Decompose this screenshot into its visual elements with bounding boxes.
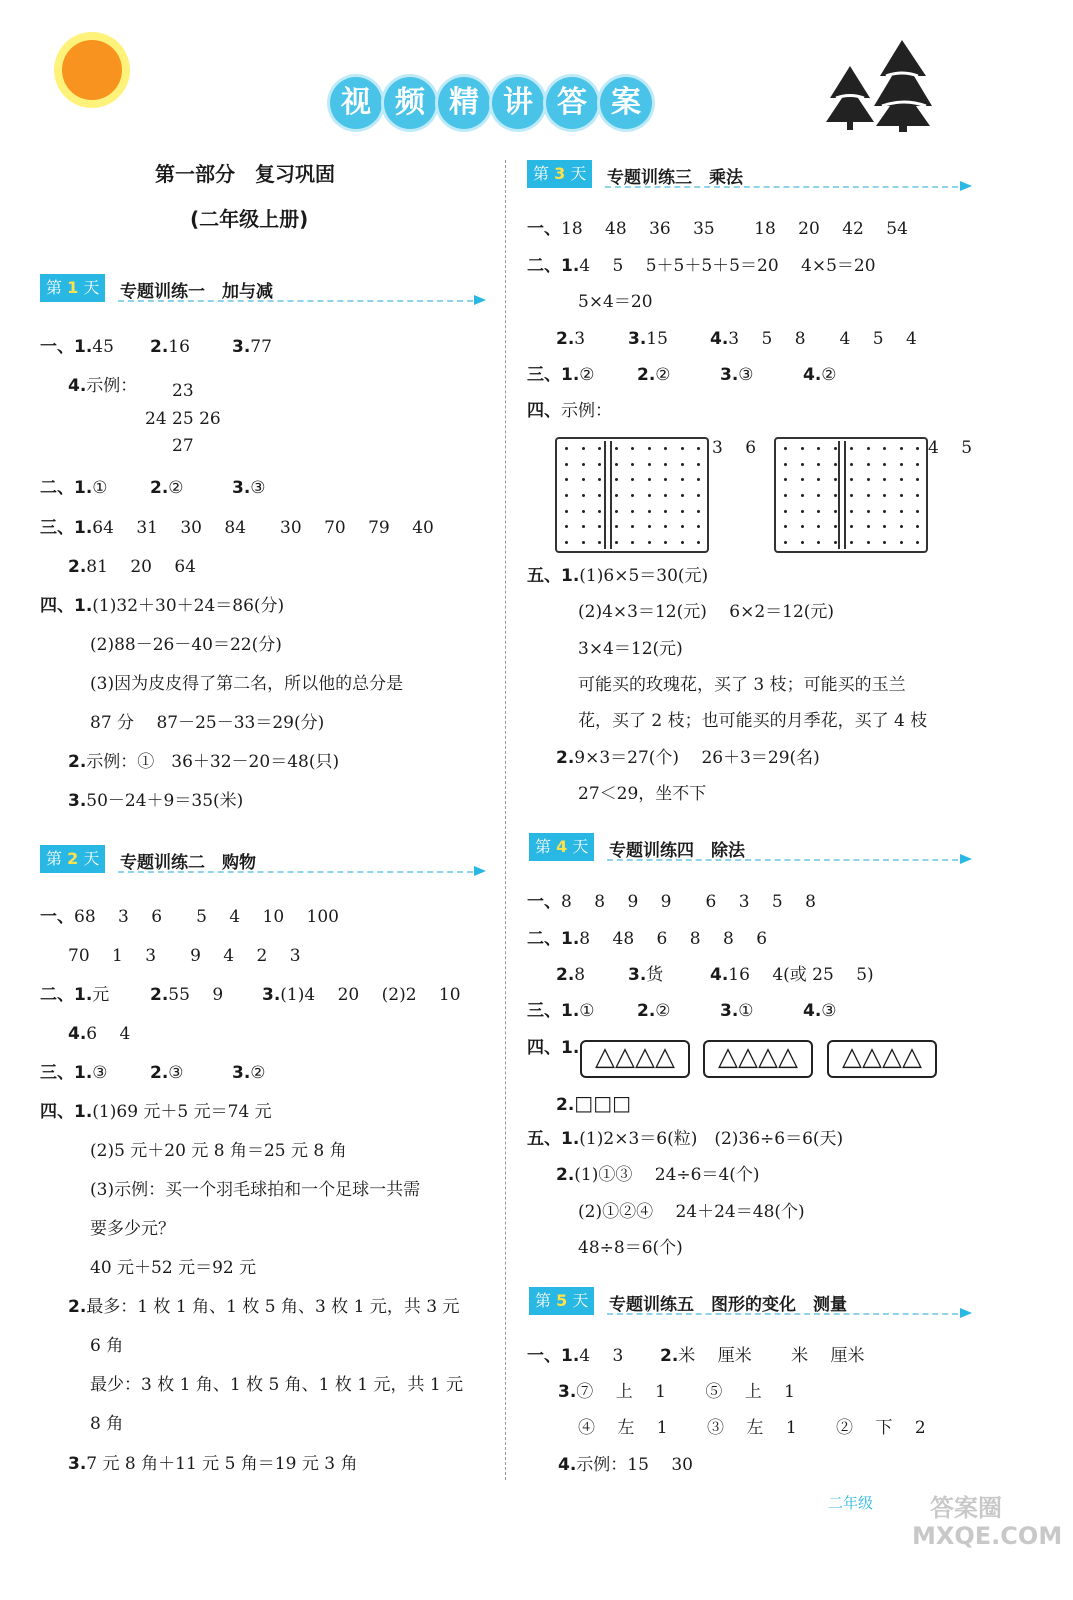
arrow-icon <box>960 181 972 191</box>
grid-dot <box>615 525 618 528</box>
answer: (1)①③ 24÷6＝4(个) <box>574 1165 760 1185</box>
answer: 6 4 <box>86 1024 131 1044</box>
q-label: 3. <box>628 965 647 985</box>
grid-dot <box>664 541 667 544</box>
grid-dot <box>801 541 804 544</box>
grid-dot <box>664 447 667 450</box>
grid-dot <box>615 463 618 466</box>
grid-dot <box>582 510 585 513</box>
grid-dot <box>565 463 568 466</box>
grid-dot <box>817 494 820 497</box>
grid-dot <box>565 447 568 450</box>
grid-dot <box>697 494 700 497</box>
grid-dot <box>565 494 568 497</box>
grid-dot <box>850 478 853 481</box>
q-label: 二、1. <box>40 985 93 1005</box>
answer: ② <box>655 365 671 385</box>
answer: 货 <box>646 965 664 985</box>
q-label: 2. <box>637 365 656 385</box>
q-label: 三、1. <box>40 1063 93 1083</box>
grid-dot <box>582 494 585 497</box>
answer: (1)32＋30＋24＝86(分) <box>92 596 285 616</box>
answer: 55 9 <box>168 985 224 1005</box>
triangle-group: △△△△ <box>827 1040 937 1078</box>
answer: 示例：① 36＋32－20＝48(只) <box>86 752 340 772</box>
grid-dot <box>916 463 919 466</box>
grid-dot <box>867 510 870 513</box>
grid-dot <box>817 525 820 528</box>
grid-dot <box>664 510 667 513</box>
grid-dot <box>598 510 601 513</box>
grid-dot <box>883 447 886 450</box>
grid-dot <box>631 494 634 497</box>
answer: (2)88－26－40＝22(分) <box>90 635 282 655</box>
section-title: 专题训练一 加与减 <box>120 282 273 302</box>
q-label: 2. <box>556 329 575 349</box>
grid-dot <box>834 463 837 466</box>
answer: ① <box>579 1001 595 1021</box>
answer: 5×4＝20 <box>578 292 653 312</box>
answer: 45 <box>92 337 114 357</box>
grid-dot <box>697 510 700 513</box>
section-title: 专题训练二 购物 <box>120 853 256 873</box>
answer: ② <box>579 365 595 385</box>
grid-dot <box>784 463 787 466</box>
grid-dot <box>834 447 837 450</box>
answer: 示例： <box>561 401 612 421</box>
dot-grid-figure <box>555 437 709 553</box>
grid-dot <box>598 525 601 528</box>
answer: ⑦ 上 1 ⑤ 上 1 <box>576 1382 795 1402</box>
grid-dot <box>834 525 837 528</box>
grid-dot <box>867 494 870 497</box>
grid-dot <box>582 525 585 528</box>
q-label: 一、 <box>527 219 561 239</box>
grid-dot <box>631 478 634 481</box>
sun-icon <box>50 30 136 110</box>
grid-dot <box>883 494 886 497</box>
grid-dot <box>817 447 820 450</box>
answer: 9×3＝27(个) 26＋3＝29(名) <box>574 748 820 768</box>
grid-dot <box>850 494 853 497</box>
answer: 3 6 <box>712 438 757 458</box>
answer: 花，买了 2 枝；也可能买的月季花，买了 4 枝 <box>578 711 928 731</box>
grid-dot <box>784 478 787 481</box>
grid-dot <box>631 510 634 513</box>
grid-dot <box>697 541 700 544</box>
grid-dot <box>900 463 903 466</box>
footer-grade: 二年级 <box>828 1494 874 1512</box>
section-rule <box>605 186 958 188</box>
day-badge: 第 1 天 <box>40 274 105 302</box>
grid-dot <box>598 463 601 466</box>
grid-dot <box>582 463 585 466</box>
answer: 87 分 87－25－33＝29(分) <box>90 713 325 733</box>
answer: (2)①②④ 24＋24＝48(个) <box>578 1202 805 1222</box>
q-label: 3. <box>262 985 281 1005</box>
answer: (1)6×5＝30(元) <box>579 566 709 586</box>
answer: (3)因为皮皮得了第二名，所以他的总分是 <box>90 674 404 694</box>
grid-dot <box>615 494 618 497</box>
grid-dot <box>648 478 651 481</box>
answer: 24 25 26 <box>145 409 221 429</box>
grid-dot <box>900 510 903 513</box>
q-label: 2. <box>68 557 87 577</box>
grid-dot <box>817 463 820 466</box>
answer: 可能买的玫瑰花，买了 3 枝；可能买的玉兰 <box>578 675 906 695</box>
arrow-icon <box>960 854 972 864</box>
answer: ③ <box>250 478 266 498</box>
q-label: 2. <box>637 1001 656 1021</box>
answer: 81 20 64 <box>86 557 196 577</box>
grid-dot <box>681 494 684 497</box>
answer: 40 元＋52 元＝92 元 <box>90 1258 257 1278</box>
title-char: 讲 <box>492 77 544 129</box>
grid-dot <box>598 541 601 544</box>
q-label: 一、 <box>527 892 561 912</box>
grid-dot <box>850 463 853 466</box>
day-badge: 第 2 天 <box>40 845 105 873</box>
grid-dot <box>631 541 634 544</box>
grid-dot <box>615 478 618 481</box>
grid-dot <box>883 541 886 544</box>
watermark-url: MXQE.COM <box>912 1522 1063 1550</box>
section-title: 专题训练四 除法 <box>609 841 745 861</box>
answer: (2)4×3＝12(元) 6×2＝12(元) <box>578 602 835 622</box>
q-label: 2. <box>556 748 575 768</box>
answer: 最少：3 枚 1 角、1 枚 5 角、1 枚 1 元，共 1 元 <box>90 1375 464 1395</box>
grid-dot <box>697 463 700 466</box>
part-title: 第一部分 复习巩固 <box>155 162 335 186</box>
title-char: 精 <box>438 77 490 129</box>
q-label: 二、1. <box>40 478 93 498</box>
answer: 16 <box>168 337 190 357</box>
grid-dot <box>817 478 820 481</box>
answer: ③ <box>821 1001 837 1021</box>
grid-dot <box>883 525 886 528</box>
part-subtitle: (二年级上册) <box>190 207 309 231</box>
q-label: 2. <box>556 1165 575 1185</box>
q-label: 2. <box>150 478 169 498</box>
grid-dot <box>565 510 568 513</box>
q-label: 4. <box>710 329 729 349</box>
q-label: 三、1. <box>527 1001 580 1021</box>
answer: ③ <box>168 1063 184 1083</box>
grid-dot <box>867 525 870 528</box>
grid-dot <box>565 478 568 481</box>
answer: ② <box>821 365 837 385</box>
triangle-group: △△△△ <box>703 1040 813 1078</box>
q-label: 3. <box>68 791 87 811</box>
answer: 示例： <box>86 376 138 396</box>
q-label: 三、1. <box>40 518 93 538</box>
q-label: 五、1. <box>527 1129 580 1149</box>
answer: 68 3 6 5 4 10 100 <box>74 907 339 927</box>
q-label: 三、1. <box>527 365 580 385</box>
grid-dot <box>850 447 853 450</box>
answer: ③ <box>92 1063 108 1083</box>
q-label: 2. <box>660 1346 679 1366</box>
grid-dot <box>900 447 903 450</box>
answer: 27 <box>172 436 194 456</box>
q-label: 3. <box>720 1001 739 1021</box>
grid-dot <box>900 494 903 497</box>
grid-dot <box>850 541 853 544</box>
day-badge: 第 3 天 <box>527 160 592 188</box>
grid-dot <box>681 525 684 528</box>
answer: ① <box>92 478 108 498</box>
grid-dot <box>784 494 787 497</box>
q-label: 2. <box>150 337 169 357</box>
title-char: 答 <box>546 77 598 129</box>
answer: (2)5 元＋20 元 8 角＝25 元 8 角 <box>90 1141 347 1161</box>
q-label: 3. <box>628 329 647 349</box>
title-char: 视 <box>330 77 382 129</box>
grid-dot <box>817 510 820 513</box>
grid-dot <box>681 463 684 466</box>
grid-dot <box>697 478 700 481</box>
grid-dot <box>681 447 684 450</box>
answer: ④ 左 1 ③ 左 1 ② 下 2 <box>578 1418 926 1438</box>
grid-dot <box>850 510 853 513</box>
answer: 27＜29，坐不下 <box>578 784 707 804</box>
grid-dot <box>565 525 568 528</box>
q-label: 4. <box>803 365 822 385</box>
section-title: 专题训练五 图形的变化 测量 <box>609 1295 847 1315</box>
section-rule <box>607 859 958 861</box>
answer: ② <box>250 1063 266 1083</box>
q-label: 四、1. <box>527 1038 580 1058</box>
q-label: 2. <box>68 1297 87 1317</box>
grid-dot <box>697 525 700 528</box>
q-label: 四、1. <box>40 1102 93 1122</box>
q-label: 4. <box>710 965 729 985</box>
grid-dot <box>883 510 886 513</box>
q-label: 3. <box>558 1382 577 1402</box>
grid-dot <box>883 463 886 466</box>
grid-dot <box>648 447 651 450</box>
column-divider <box>505 160 506 1480</box>
grid-dot <box>784 447 787 450</box>
grid-dot <box>582 541 585 544</box>
q-label: 一、 <box>40 907 74 927</box>
answer: (1)69 元＋5 元＝74 元 <box>92 1102 272 1122</box>
q-label: 4. <box>68 1024 87 1044</box>
grid-dot <box>867 478 870 481</box>
answer: 示例：15 30 <box>576 1455 693 1475</box>
q-label: 四、1. <box>40 596 93 616</box>
q-label: 2. <box>556 965 575 985</box>
grid-dot <box>615 510 618 513</box>
dot-grid-figure <box>774 437 928 553</box>
grid-dot <box>565 541 568 544</box>
grid-dot <box>834 494 837 497</box>
grid-dot <box>834 478 837 481</box>
grid-dot <box>631 463 634 466</box>
section-rule <box>607 1313 958 1315</box>
q-label: 3. <box>232 1063 251 1083</box>
answer: 8 角 <box>90 1414 124 1434</box>
q-label: 3. <box>720 365 739 385</box>
answer: (3)示例：买一个羽毛球拍和一个足球一共需 <box>90 1180 421 1200</box>
answer: 8 48 6 8 8 6 <box>579 929 768 949</box>
grid-separator <box>838 441 846 549</box>
grid-dot <box>615 447 618 450</box>
grid-dot <box>582 478 585 481</box>
day-badge: 第 4 天 <box>529 833 594 861</box>
q-label: 3. <box>68 1454 87 1474</box>
page-title-banner <box>330 77 660 129</box>
q-label: 二、1. <box>527 256 580 276</box>
q-label: 4. <box>68 376 87 396</box>
triangle-group: △△△△ <box>580 1040 690 1078</box>
grid-dot <box>900 478 903 481</box>
q-label: 2. <box>556 1095 575 1115</box>
grid-dot <box>664 494 667 497</box>
grid-dot <box>916 478 919 481</box>
arrow-icon <box>474 866 486 876</box>
grid-dot <box>801 478 804 481</box>
answer: 3×4＝12(元) <box>578 639 683 659</box>
grid-dot <box>883 478 886 481</box>
grid-dot <box>801 525 804 528</box>
grid-dot <box>900 525 903 528</box>
answer: 4 3 <box>579 1346 624 1366</box>
section-rule <box>118 300 473 302</box>
q-label: 一、1. <box>527 1346 580 1366</box>
title-char: 案 <box>600 77 652 129</box>
answer: 70 1 3 9 4 2 3 <box>68 946 301 966</box>
pine-tree-icon <box>820 36 940 132</box>
q-label: 4. <box>803 1001 822 1021</box>
answer: 4 5 <box>928 438 973 458</box>
answer: 8 <box>574 965 586 985</box>
section-rule <box>118 871 473 873</box>
day-badge: 第 5 天 <box>529 1287 594 1315</box>
answer: 50－24＋9＝35(米) <box>86 791 244 811</box>
answer: 48÷8＝6(个) <box>578 1238 683 1258</box>
grid-dot <box>681 478 684 481</box>
q-label: 五、1. <box>527 566 580 586</box>
answer: 7 元 8 角＋11 元 5 角＝19 元 3 角 <box>86 1454 358 1474</box>
grid-dot <box>916 494 919 497</box>
grid-dot <box>582 447 585 450</box>
answer: 8 8 9 9 6 3 5 8 <box>561 892 816 912</box>
answer: ③ <box>738 365 754 385</box>
q-label: 3. <box>232 478 251 498</box>
q-label: 3. <box>232 337 251 357</box>
grid-dot <box>648 494 651 497</box>
grid-dot <box>867 463 870 466</box>
title-char: 频 <box>384 77 436 129</box>
answer: 64 31 30 84 30 70 79 40 <box>92 518 434 538</box>
grid-dot <box>648 510 651 513</box>
answer: 6 角 <box>90 1336 124 1356</box>
answer: ① <box>738 1001 754 1021</box>
q-label: 2. <box>150 1063 169 1083</box>
answer: 16 4(或 25 5) <box>728 965 874 985</box>
q-label: 四、 <box>527 401 561 421</box>
grid-dot <box>867 541 870 544</box>
answer: ② <box>655 1001 671 1021</box>
arrow-icon <box>960 1308 972 1318</box>
grid-dot <box>681 510 684 513</box>
q-label: 二、1. <box>527 929 580 949</box>
grid-dot <box>648 463 651 466</box>
grid-dot <box>681 541 684 544</box>
answer: 23 <box>172 381 194 401</box>
q-label: 一、1. <box>40 337 93 357</box>
grid-dot <box>664 478 667 481</box>
q-label: 4. <box>558 1455 577 1475</box>
answer: 米 厘米 米 厘米 <box>678 1346 865 1366</box>
grid-dot <box>784 510 787 513</box>
grid-dot <box>801 447 804 450</box>
section-title: 专题训练三 乘法 <box>607 168 743 188</box>
grid-dot <box>664 525 667 528</box>
grid-dot <box>916 447 919 450</box>
watermark-logo: 答案圈 <box>930 1494 1002 1522</box>
grid-dot <box>598 447 601 450</box>
grid-dot <box>916 510 919 513</box>
grid-dot <box>631 447 634 450</box>
answer: 3 5 8 4 5 4 <box>728 329 917 349</box>
answer: 77 <box>250 337 272 357</box>
answer: 4 5 5＋5＋5＋5＝20 4×5＝20 <box>579 256 876 276</box>
grid-dot <box>664 463 667 466</box>
grid-dot <box>801 463 804 466</box>
grid-dot <box>615 541 618 544</box>
answer: 元 <box>92 985 110 1005</box>
answer: 要多少元？ <box>90 1219 175 1239</box>
grid-dot <box>648 541 651 544</box>
grid-dot <box>817 541 820 544</box>
grid-dot <box>631 525 634 528</box>
grid-dot <box>801 494 804 497</box>
grid-dot <box>900 541 903 544</box>
squares-answer: □□□ <box>574 1091 631 1115</box>
grid-dot <box>834 541 837 544</box>
grid-dot <box>648 525 651 528</box>
grid-dot <box>801 510 804 513</box>
grid-dot <box>598 494 601 497</box>
answer: 最多：1 枚 1 角、1 枚 5 角、3 枚 1 元，共 3 元 <box>86 1297 460 1317</box>
grid-dot <box>916 541 919 544</box>
answer: ② <box>168 478 184 498</box>
answer: 3 <box>574 329 586 349</box>
answer: 15 <box>646 329 668 349</box>
grid-dot <box>784 541 787 544</box>
arrow-icon <box>474 295 486 305</box>
grid-dot <box>916 525 919 528</box>
answer: (1)2×3＝6(粒) (2)36÷6＝6(天) <box>579 1129 844 1149</box>
grid-dot <box>850 525 853 528</box>
grid-dot <box>598 478 601 481</box>
q-label: 2. <box>68 752 87 772</box>
grid-dot <box>697 447 700 450</box>
answer: 18 48 36 35 18 20 42 54 <box>561 219 908 239</box>
grid-separator <box>604 441 612 549</box>
grid-dot <box>867 447 870 450</box>
grid-dot <box>834 510 837 513</box>
grid-dot <box>784 525 787 528</box>
q-label: 2. <box>150 985 169 1005</box>
answer: (1)4 20 (2)2 10 <box>280 985 461 1005</box>
